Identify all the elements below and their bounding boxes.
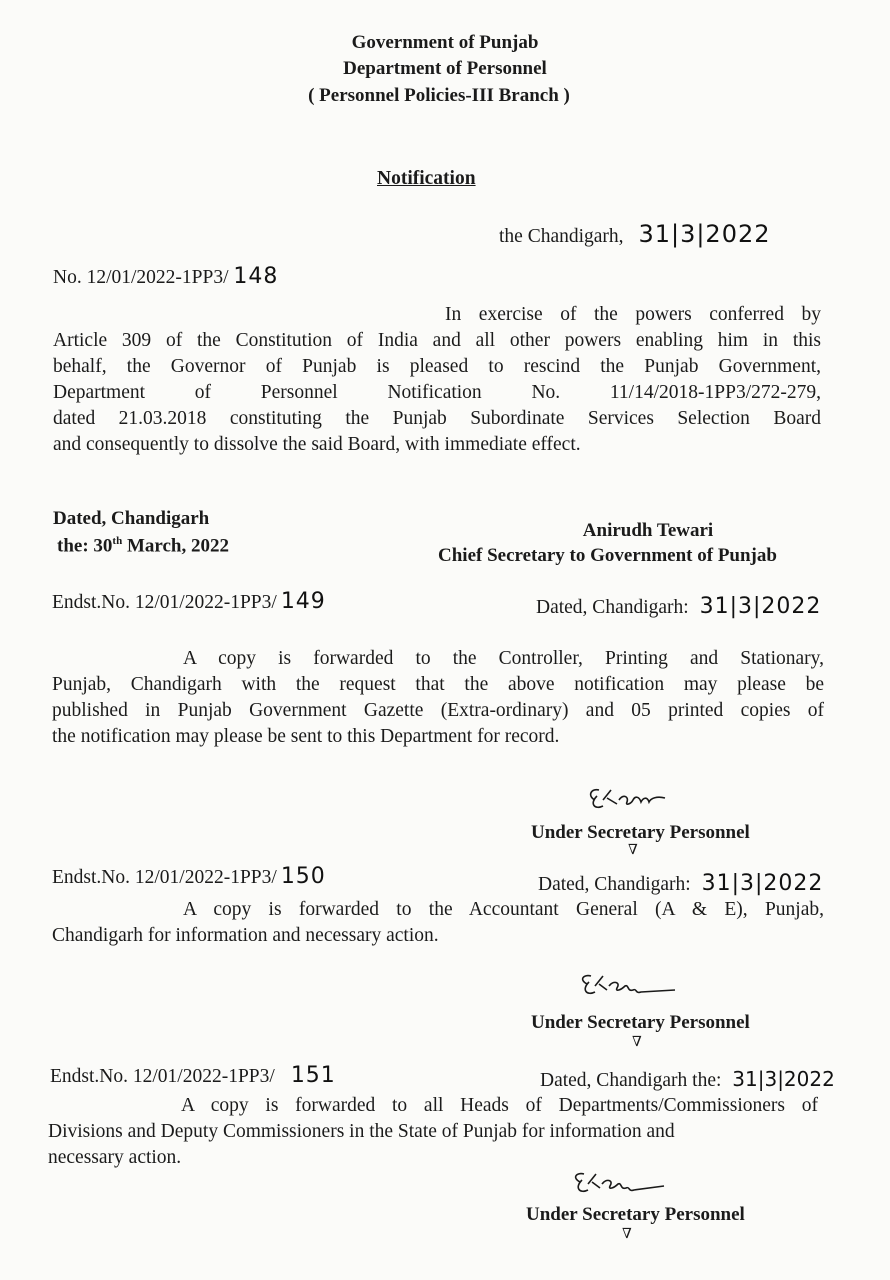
endorsement-line: necessary action. bbox=[48, 1147, 182, 1168]
header-government: Government of Punjab bbox=[351, 32, 539, 53]
endorsement-dated-handwritten: 31|3|2022 bbox=[701, 871, 824, 896]
endorsement-line: Punjab, Chandigarh with the request that the above notification may please be bbox=[52, 674, 824, 695]
endorsement-dated-handwritten: 31|3|2022 bbox=[699, 594, 822, 619]
initial-mark-icon: ∇ bbox=[622, 1227, 632, 1242]
endorsement-1-dated bbox=[536, 594, 821, 621]
initial-mark-icon: ∇ bbox=[628, 843, 638, 858]
signature-2 bbox=[575, 972, 675, 1002]
endorsement-line: Divisions and Deputy Commissioners in the State of Punjab for information and bbox=[48, 1121, 675, 1142]
dated-line2-sup: th bbox=[112, 535, 123, 547]
dated-line2-suffix: March, 2022 bbox=[122, 535, 229, 557]
signature-1 bbox=[583, 784, 683, 814]
endorsement-line: A copy is forwarded to all Heads of Departments/Commissioners of bbox=[181, 1095, 818, 1116]
endorsement-number-handwritten: 149 bbox=[280, 589, 326, 614]
body-line: and consequently to dissolve the said Board, with immediate effect. bbox=[53, 434, 581, 455]
signatory-name: Anirudh Tewari bbox=[582, 520, 714, 541]
endorsement-number-handwritten: 151 bbox=[290, 1063, 336, 1088]
endorsement-3-signer: Under Secretary Personnel bbox=[526, 1204, 745, 1225]
endorsement-dated-label: Dated, Chandigarh: bbox=[538, 874, 691, 895]
endorsement-number-prefix: Endst.No. 12/01/2022-1PP3/ bbox=[52, 867, 277, 888]
endorsement-line: A copy is forwarded to the Accountant General (A & E), Punjab, bbox=[183, 899, 824, 920]
body-line: behalf, the Governor of Punjab is pleased to rescind the Punjab Government, bbox=[53, 356, 821, 377]
endorsement-3-dated bbox=[540, 1066, 835, 1094]
endorsement-line: the notification may please be sent to this Department for record. bbox=[52, 726, 560, 747]
endorsement-3-body bbox=[48, 1093, 818, 1171]
endorsement-1-signer: Under Secretary Personnel bbox=[531, 822, 750, 843]
endorsement-number-handwritten: 150 bbox=[280, 864, 326, 889]
endorsement-dated-handwritten: 31|3|2022 bbox=[732, 1067, 835, 1091]
initial-mark-icon: ∇ bbox=[632, 1035, 642, 1050]
endorsement-line: Chandigarh for information and necessary action. bbox=[52, 925, 439, 946]
body-line: Article 309 of the Constitution of India and all other powers enabling him in this bbox=[53, 330, 821, 351]
place-date-label: the Chandigarh, bbox=[499, 226, 624, 247]
endorsement-number-prefix: Endst.No. 12/01/2022-1PP3/ bbox=[52, 592, 277, 613]
dated-line2-prefix: the: 30 bbox=[57, 535, 113, 557]
header-department: Department of Personnel bbox=[343, 58, 547, 79]
endorsement-1-body bbox=[52, 646, 824, 750]
endorsement-dated-label: Dated, Chandigarh the: bbox=[540, 1070, 722, 1091]
body-line: In exercise of the powers conferred by bbox=[445, 304, 821, 325]
endorsement-2-body bbox=[52, 897, 824, 949]
dated-line2 bbox=[57, 535, 229, 557]
notification-number bbox=[53, 264, 278, 291]
endorsement-number-prefix: Endst.No. 12/01/2022-1PP3/ bbox=[50, 1066, 275, 1087]
body-line: dated 21.03.2018 constituting the Punjab Subordinate Services Selection Board bbox=[53, 408, 821, 429]
endorsement-2-number bbox=[52, 864, 326, 891]
endorsement-dated-label: Dated, Chandigarh: bbox=[536, 597, 689, 618]
notification-title: Notification bbox=[377, 168, 476, 189]
place-date bbox=[499, 221, 771, 250]
endorsement-3-number bbox=[50, 1063, 336, 1090]
signatory-designation: Chief Secretary to Government of Punjab bbox=[438, 545, 777, 566]
endorsement-1-number bbox=[52, 589, 326, 616]
endorsement-line: published in Punjab Government Gazette (Extra-ordinary) and 05 printed copies of bbox=[52, 700, 824, 721]
notification-number-handwritten: 148 bbox=[233, 264, 279, 289]
notification-body bbox=[53, 302, 821, 458]
signature-3 bbox=[568, 1170, 668, 1200]
dated-line1: Dated, Chandigarh bbox=[53, 508, 210, 529]
header-branch: ( Personnel Policies-III Branch ) bbox=[308, 85, 570, 106]
handwritten-date: 31|3|2022 bbox=[638, 220, 771, 248]
endorsement-2-dated bbox=[538, 871, 823, 898]
body-line: Department of Personnel Notification No. 11/14/2018-1PP3/272-279, bbox=[53, 382, 821, 403]
notification-number-prefix: No. 12/01/2022-1PP3/ bbox=[53, 267, 229, 288]
endorsement-2-signer: Under Secretary Personnel bbox=[531, 1012, 750, 1033]
endorsement-line: A copy is forwarded to the Controller, Printing and Stationary, bbox=[183, 648, 824, 669]
